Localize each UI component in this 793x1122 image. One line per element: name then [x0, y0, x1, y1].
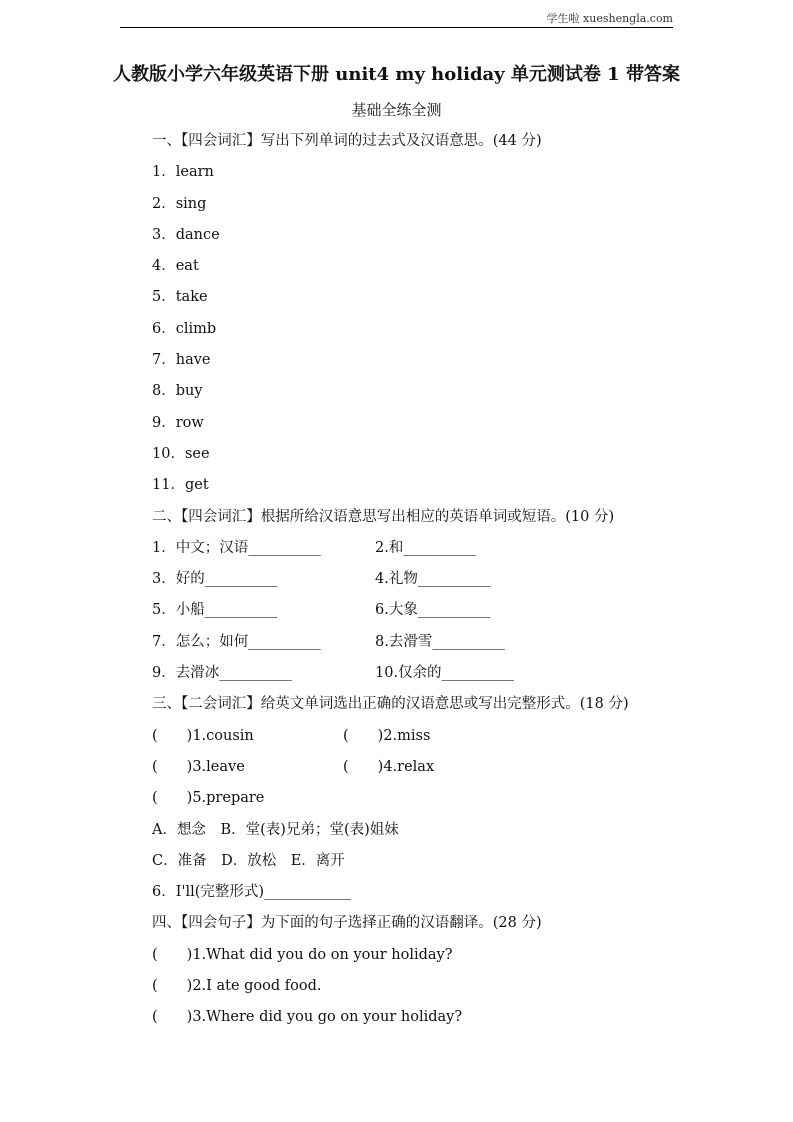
page-title: 人教版小学六年级英语下册 unit4 my holiday 单元测试卷 1 带答案 [113, 64, 680, 85]
section3-options: A．想念 B．堂(表)兄弟；堂(表)姐妹 [152, 821, 399, 838]
header-rule [120, 27, 673, 28]
section4-item: ( )2.I ate good food. [152, 978, 322, 995]
section1-item: 10．see [152, 445, 210, 462]
document-body [152, 126, 692, 1034]
section2-heading: 二、【四会词汇】根据所给汉语意思写出相应的英语单词或短语。(10 分) [152, 508, 615, 525]
section4-item: ( )3.Where did you go on your holiday? [152, 1009, 463, 1026]
section1-item: 9．row [152, 414, 204, 431]
section2-item-left: 7．怎么；如何__________ [152, 633, 321, 650]
section2-item-right: 2.和__________ [375, 539, 476, 556]
section2-item-right: 6.大象__________ [375, 602, 491, 619]
section2-item-left: 9．去滑冰__________ [152, 665, 292, 682]
section2-row [152, 658, 692, 689]
section4-item: ( )1.What did you do on your holiday? [152, 946, 453, 963]
section2-item-right: 4.礼物__________ [375, 571, 491, 588]
section2-row [152, 595, 692, 626]
section3-heading: 三、【二会词汇】给英文单词选出正确的汉语意思或写出完整形式。(18 分) [152, 696, 629, 713]
section2-row [152, 627, 692, 658]
section1-heading: 一、【四会词汇】写出下列单词的过去式及汉语意思。(44 分) [152, 133, 542, 149]
section3-row [152, 721, 692, 752]
section1-item: 3．dance [152, 226, 220, 243]
section3-item-left: ( )3.leave [152, 758, 245, 775]
section1-item: 1．learn [152, 164, 214, 181]
section1-item: 2．sing [152, 195, 207, 212]
section1-item: 5．take [152, 289, 208, 306]
section1-item: 11．get [152, 477, 209, 494]
section2-row [152, 533, 692, 564]
section4-heading: 四、【四会句子】为下面的句子选择正确的汉语翻译。(28 分) [152, 915, 542, 932]
section3-item-right: ( )2.miss [343, 727, 431, 744]
section2-item-left: 3．好的__________ [152, 571, 278, 588]
section1-item: 6．climb [152, 320, 217, 337]
section2-item-left: 5．小船__________ [152, 602, 278, 619]
header-site: 学生啦 xueshengla.com [546, 12, 673, 25]
section3-item-right: ( )4.relax [343, 758, 435, 775]
section3-item: ( )5.prepare [152, 790, 265, 807]
page-subtitle: 基础全练全测 [351, 101, 442, 119]
section3-options: C．准备 D．放松 E．离开 [152, 852, 345, 869]
section2-item-right: 8.去滑雪__________ [375, 633, 505, 650]
section2-item-right: 10.仅余的__________ [375, 665, 515, 682]
section2-row [152, 564, 692, 595]
section1-item: 4．eat [152, 258, 199, 275]
section2-item-left: 1．中文；汉语__________ [152, 539, 321, 556]
section1-item: 7．have [152, 352, 211, 369]
section3-item-left: ( )1.cousin [152, 727, 254, 744]
section3-row [152, 752, 692, 783]
section1-item: 8．buy [152, 383, 203, 400]
section3-item: 6．I'll(完整形式)____________ [152, 884, 352, 901]
